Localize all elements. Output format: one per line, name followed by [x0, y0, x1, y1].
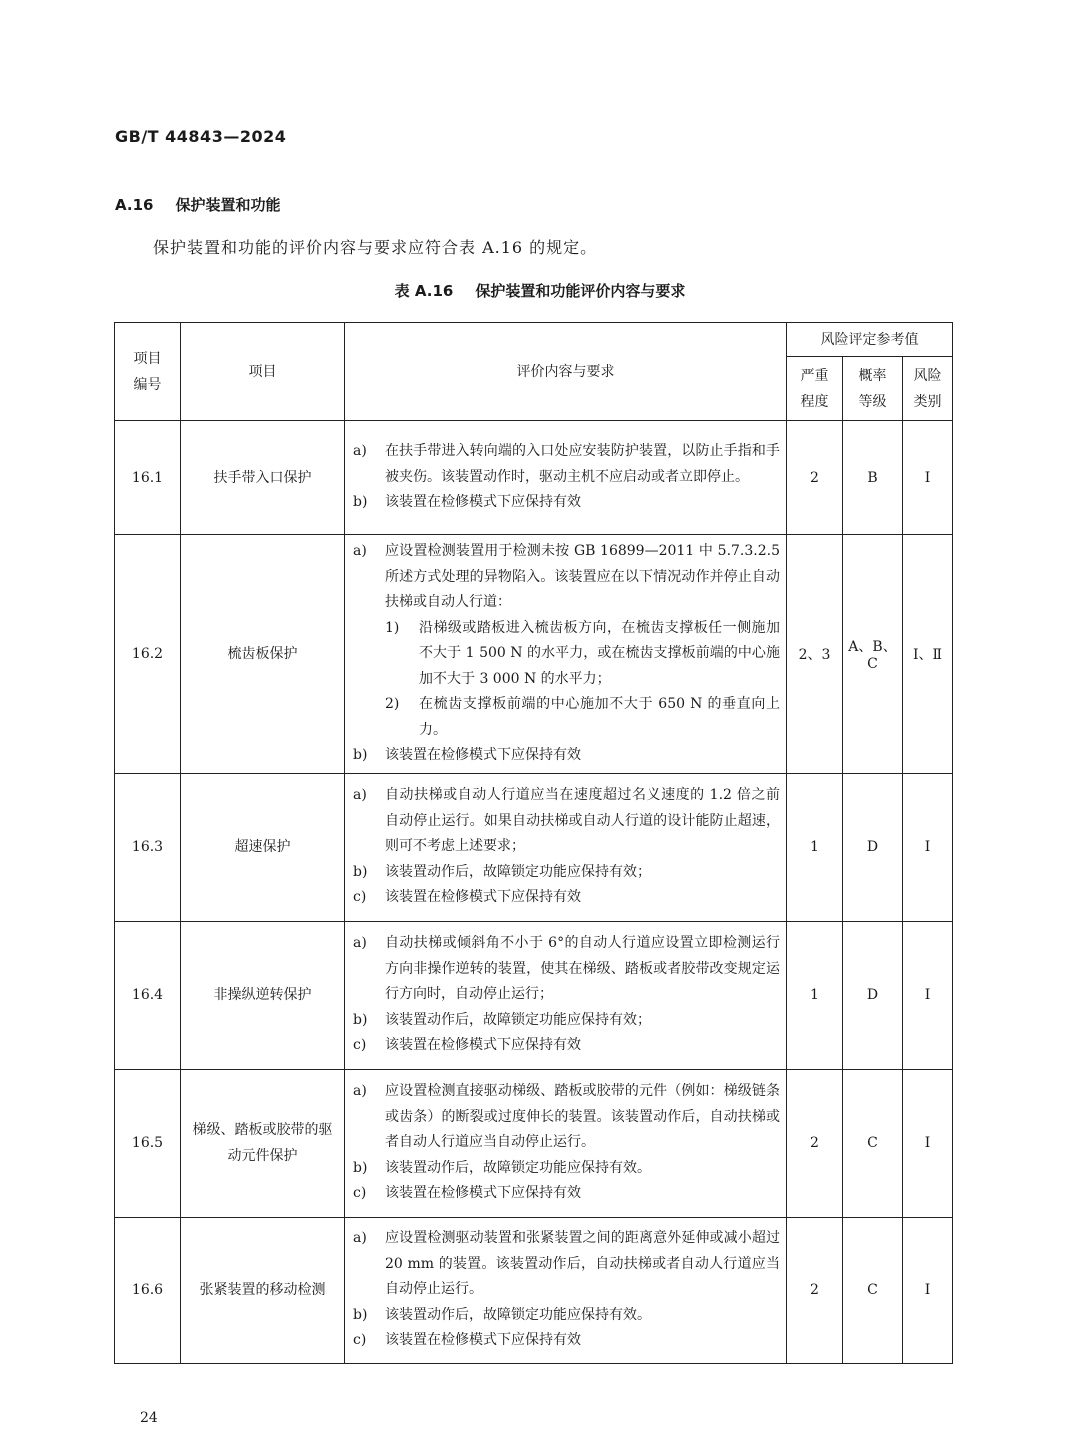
cell-probability: B [843, 421, 903, 535]
requirement-item [353, 439, 780, 490]
requirement-text: 沿梯级或踏板进入梳齿板方向，在梳齿支撑板任一侧施加不大于 1 500 N 的水平力，或在梳齿支撑板前端的中心施加不大于 3 000 N 的水平力； [419, 619, 780, 687]
requirement-text: 该装置动作后，故障锁定功能应保持有效； [385, 1011, 651, 1028]
cell-requirements [345, 1217, 787, 1363]
cell-risk-class: Ⅰ [903, 1217, 953, 1363]
requirement-marker: c) [353, 1332, 367, 1349]
cell-requirements [345, 921, 787, 1069]
requirement-text: 该装置在检修模式下应保持有效 [385, 1185, 581, 1202]
table-caption [0, 280, 1080, 301]
requirement-marker: b) [353, 1011, 368, 1028]
table-row [115, 1217, 953, 1363]
cell-item-no: 16.5 [115, 1069, 181, 1217]
table-row [115, 921, 953, 1069]
cell-item-no: 16.4 [115, 921, 181, 1069]
requirement-item [353, 1328, 780, 1354]
requirement-text: 该装置动作后，故障锁定功能应保持有效。 [385, 1306, 651, 1323]
header-item-no: 项目编号 [115, 323, 181, 421]
cell-item-name [181, 535, 345, 774]
table-caption-number: 表 A.16 [394, 282, 454, 300]
intro-paragraph: 保护装置和功能的评价内容与要求应符合表 A.16 的规定。 [153, 238, 598, 257]
cell-risk-class: Ⅰ [903, 421, 953, 535]
header-severity: 严重程度 [787, 357, 843, 421]
requirement-marker: a) [353, 443, 367, 460]
requirement-marker: a) [353, 935, 367, 952]
table-row [115, 1069, 953, 1217]
cell-item-no: 16.1 [115, 421, 181, 535]
requirement-item [353, 490, 780, 516]
cell-requirements [345, 773, 787, 921]
requirement-item [353, 743, 780, 769]
requirement-marker: a) [353, 787, 367, 804]
requirement-item [353, 1303, 780, 1329]
cell-item-name [181, 1217, 345, 1363]
cell-requirements [345, 535, 787, 774]
requirement-marker: c) [353, 1185, 367, 1202]
cell-risk-class: Ⅰ [903, 1069, 953, 1217]
requirement-text: 该装置在检修模式下应保持有效 [385, 494, 581, 511]
section-heading [115, 194, 280, 215]
requirement-item [353, 1181, 780, 1207]
cell-probability: D [843, 921, 903, 1069]
requirement-marker: b) [353, 494, 368, 511]
requirement-text: 在梳齿支撑板前端的中心施加不大于 650 N 的垂直向上力。 [419, 696, 780, 738]
cell-severity: 1 [787, 921, 843, 1069]
header-requirements: 评价内容与要求 [345, 323, 787, 421]
requirement-marker: a) [353, 1083, 367, 1100]
requirement-text: 自动扶梯或倾斜角不小于 6°的自动人行道应设置立即检测运行方向非操作逆转的装置，使其在梯级、踏板或者胶带改变规定运行方向时，自动停止运行； [385, 935, 780, 1003]
cell-item-name [181, 773, 345, 921]
requirement-text: 应设置检测直接驱动梯级、踏板或胶带的元件（例如：梯级链条或齿条）的断裂或过度伸长的装置。该装置动作后，自动扶梯或者自动人行道应当自动停止运行。 [385, 1083, 780, 1151]
requirement-subitem [353, 616, 780, 693]
table-row [115, 773, 953, 921]
item-name-text: 梯级、踏板或胶带的驱动元件保护 [192, 1122, 333, 1164]
requirement-marker: 1) [385, 619, 400, 636]
cell-severity: 2 [787, 421, 843, 535]
requirement-item [353, 1079, 780, 1156]
cell-item-no: 16.2 [115, 535, 181, 774]
cell-risk-class: Ⅰ [903, 773, 953, 921]
requirement-marker: b) [353, 1159, 368, 1176]
cell-item-name [181, 921, 345, 1069]
requirement-text: 该装置在检修模式下应保持有效 [385, 1332, 581, 1349]
cell-probability: C [843, 1069, 903, 1217]
cell-risk-class: Ⅰ [903, 921, 953, 1069]
item-name-text: 张紧装置的移动检测 [199, 1282, 326, 1298]
requirement-marker: c) [353, 1037, 367, 1054]
standard-code: GB/T 44843—2024 [115, 127, 287, 146]
cell-item-no: 16.3 [115, 773, 181, 921]
requirement-marker: b) [353, 747, 368, 763]
requirement-text: 自动扶梯或自动人行道应当在速度超过名义速度的 1.2 倍之前自动停止运行。如果自动扶梯或自动人行道的设计能防止超速，则可不考虑上述要求； [385, 787, 780, 855]
section-number: A.16 [115, 196, 154, 214]
table-row [115, 535, 953, 774]
section-title: 保护装置和功能 [175, 196, 281, 214]
requirement-item [353, 931, 780, 1008]
requirement-item [353, 539, 780, 616]
requirement-item [353, 860, 780, 886]
cell-item-name [181, 421, 345, 535]
cell-probability: A、B、C [843, 535, 903, 774]
requirement-item [353, 885, 780, 911]
cell-risk-class: Ⅰ、Ⅱ [903, 535, 953, 774]
requirement-item [353, 783, 780, 860]
requirement-marker: b) [353, 1306, 368, 1323]
requirement-text: 该装置动作后，故障锁定功能应保持有效。 [385, 1159, 651, 1176]
item-name-text: 非操纵逆转保护 [213, 987, 312, 1003]
cell-requirements [345, 1069, 787, 1217]
cell-severity: 2、3 [787, 535, 843, 774]
requirement-item [353, 1156, 780, 1182]
requirement-text: 应设置检测驱动装置和张紧装置之间的距离意外延伸或减小超过 20 mm 的装置。该装置动作后，自动扶梯或者自动人行道应当自动停止运行。 [385, 1230, 780, 1298]
header-risk-class: 风险类别 [903, 357, 953, 421]
cell-severity: 1 [787, 773, 843, 921]
requirement-text: 该装置在检修模式下应保持有效 [385, 1037, 581, 1054]
requirement-text: 应设置检测装置用于检测未按 GB 16899—2011 中 5.7.3.2.5所述方式处理的异物陷入。该装置应在以下情况动作并停止自动扶梯或自动人行道： [385, 543, 780, 610]
table-caption-title: 保护装置和功能评价内容与要求 [475, 282, 686, 300]
requirement-marker: a) [353, 1230, 367, 1247]
cell-probability: C [843, 1217, 903, 1363]
requirement-marker: c) [353, 889, 367, 906]
cell-severity: 2 [787, 1217, 843, 1363]
header-probability: 概率等级 [843, 357, 903, 421]
requirement-item [353, 1226, 780, 1303]
cell-probability: D [843, 773, 903, 921]
page-number: 24 [140, 1410, 158, 1426]
header-item: 项目 [181, 323, 345, 421]
cell-item-name [181, 1069, 345, 1217]
item-name-text: 扶手带入口保护 [213, 469, 312, 486]
requirement-marker: a) [353, 543, 367, 559]
requirement-text: 在扶手带进入转向端的入口处应安装防护装置，以防止手指和手被夹伤。该装置动作时，驱动主机不应启动或者立即停止。 [385, 443, 780, 485]
requirement-subitem [353, 692, 780, 743]
requirement-text: 该装置在检修模式下应保持有效 [385, 747, 581, 763]
requirement-text: 该装置在检修模式下应保持有效 [385, 889, 581, 906]
requirement-marker: b) [353, 863, 368, 880]
cell-severity: 2 [787, 1069, 843, 1217]
item-name-text: 梳齿板保护 [227, 645, 298, 662]
requirements-table [114, 322, 953, 1364]
cell-item-no: 16.6 [115, 1217, 181, 1363]
requirement-item [353, 1033, 780, 1059]
header-risk-group: 风险评定参考值 [787, 323, 953, 357]
item-name-text: 超速保护 [234, 839, 291, 855]
table-row [115, 421, 953, 535]
requirement-text: 该装置动作后，故障锁定功能应保持有效； [385, 863, 651, 880]
requirement-marker: 2) [385, 696, 400, 712]
table-header [115, 323, 953, 421]
cell-requirements [345, 421, 787, 535]
table-body [115, 421, 953, 1364]
requirement-item [353, 1008, 780, 1034]
